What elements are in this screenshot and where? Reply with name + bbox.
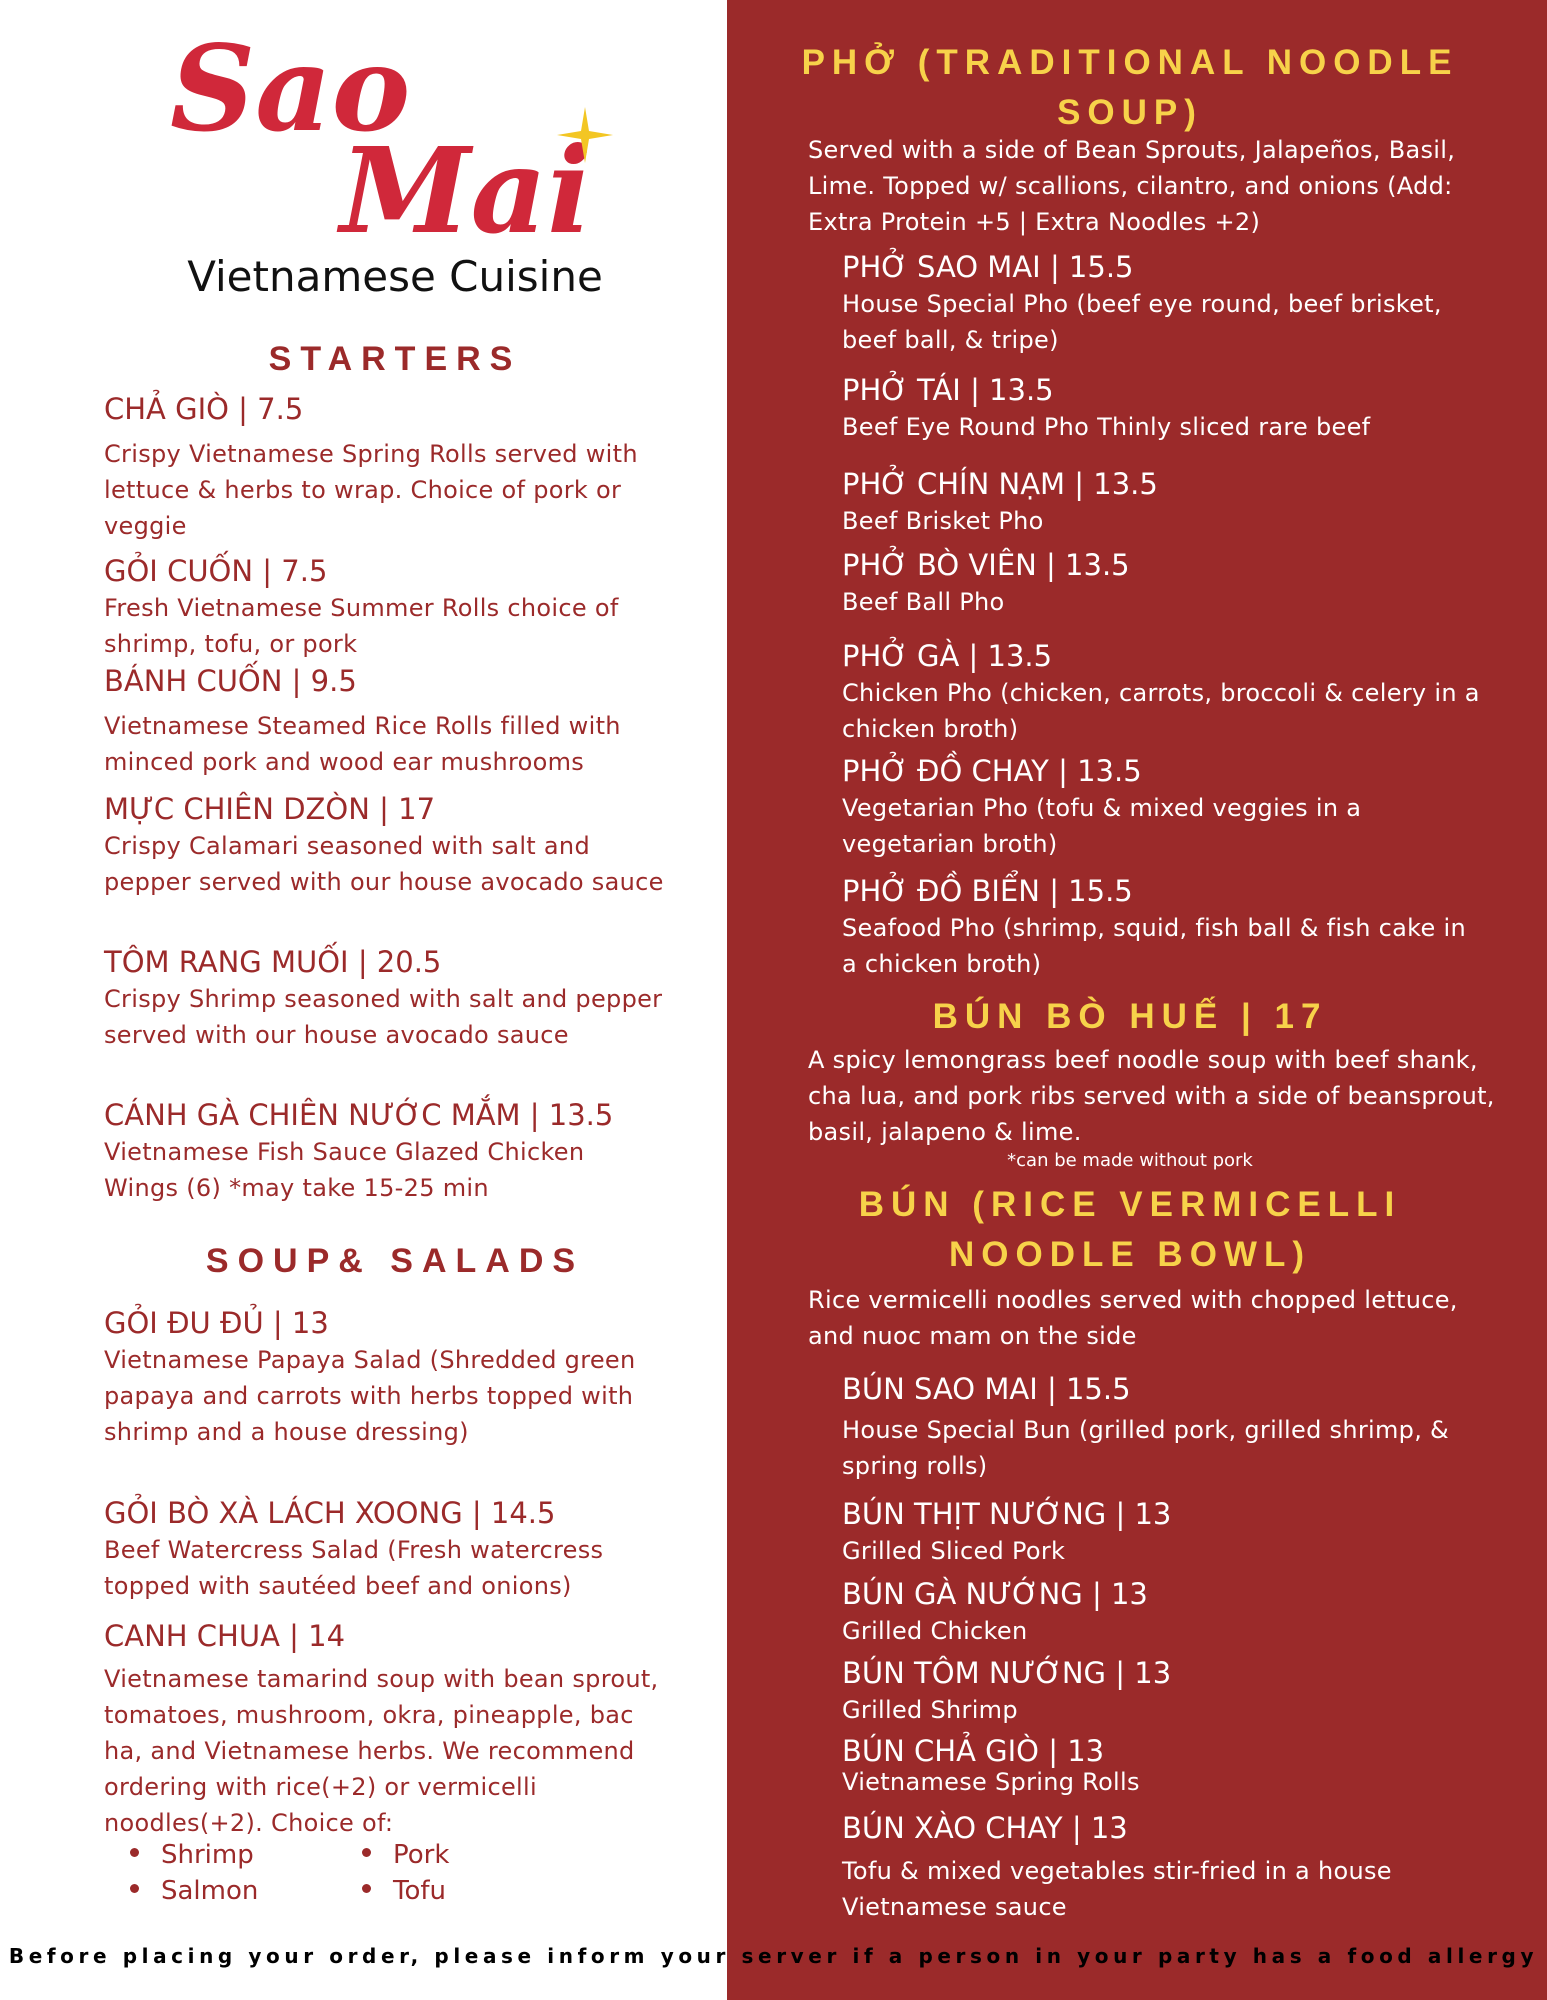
sao-mai-logo	[160, 10, 640, 250]
item-desc: House Special Pho (beef eye round, beef brisket, beef ball, & tripe)	[842, 290, 1442, 354]
soups-salads-heading: SOUP& SALADS	[205, 1242, 585, 1280]
menu-item	[842, 248, 1482, 358]
item-desc: Vietnamese tamarind soup with bean sprout, tomatoes, mushroom, okra, pineapple, bac ha, and Vietnamese herbs. We recommend ordering with rice(+2) or vermicelli noodles(+2). Choice of:	[104, 1665, 659, 1837]
menu-item	[842, 1495, 1482, 1569]
menu-item	[842, 1809, 1482, 1925]
item-desc: Vietnamese Spring Rolls	[842, 1768, 1140, 1796]
pho-intro: Served with a side of Bean Sprouts, Jalapeños, Basil, Lime. Topped w/ scallions, cilantro, and onions (Add: Extra Protein +5 | Extra Noodles +2)	[808, 136, 1456, 236]
bullet-icon	[362, 1884, 371, 1893]
bullet-icon	[362, 1848, 371, 1857]
menu-item	[104, 1494, 664, 1604]
menu-item	[104, 552, 664, 662]
item-title: PHỞ GÀ | 13.5	[842, 639, 1053, 673]
menu-item	[842, 637, 1482, 747]
bun-bo-hue-intro: A spicy lemongrass beef noodle soup with beef shank, cha lua, and pork ribs served with a side of beansprout, basil, jalapeno & lime.	[808, 1046, 1495, 1146]
item-desc: Crispy Calamari seasoned with salt and pepper served with our house avocado sauce	[104, 832, 664, 896]
item-desc: Grilled Chicken	[842, 1617, 1028, 1645]
menu-item	[104, 1617, 664, 1841]
pho-heading: PHỞ (TRADITIONAL NOODLE SOUP)	[801, 43, 1459, 132]
menu-item	[842, 872, 1482, 982]
choice-item	[362, 1876, 446, 1906]
menu-item	[842, 465, 1482, 539]
bun-bo-hue-note: *can be made without pork	[1007, 1150, 1253, 1171]
item-title: MỰC CHIÊN DZÒN | 17	[104, 792, 436, 826]
menu-item	[842, 1654, 1482, 1728]
menu-item	[842, 546, 1482, 620]
choice-label: Shrimp	[161, 1840, 254, 1870]
menu-item	[104, 390, 664, 544]
item-title: BÚN GÀ NƯỚNG | 13	[842, 1577, 1148, 1611]
item-desc: Fresh Vietnamese Summer Rolls choice of shrimp, tofu, or pork	[104, 594, 619, 658]
item-desc: Crispy Vietnamese Spring Rolls served with lettuce & herbs to wrap. Choice of pork or veggie	[104, 440, 638, 540]
menu-item	[842, 1732, 1482, 1800]
item-title: CÁNH GÀ CHIÊN NƯỚC MẮM | 13.5	[104, 1098, 614, 1132]
item-title: BÚN CHẢ GIÒ | 13	[842, 1734, 1105, 1768]
item-title: PHỞ ĐỒ CHAY | 13.5	[842, 754, 1142, 788]
item-title: PHỞ ĐỒ BIỂN | 15.5	[842, 874, 1133, 908]
menu-item	[104, 1096, 664, 1206]
item-title: GỎI CUỐN | 7.5	[104, 554, 328, 588]
item-desc: Beef Eye Round Pho Thinly sliced rare beef	[842, 413, 1371, 441]
choice-item	[362, 1840, 449, 1870]
item-desc: Beef Watercress Salad (Fresh watercress topped with sautéed beef and onions)	[104, 1536, 604, 1600]
item-desc: Beef Brisket Pho	[842, 507, 1044, 535]
choice-label: Tofu	[393, 1876, 447, 1906]
item-desc: Tofu & mixed vegetables stir-fried in a house Vietnamese sauce	[842, 1857, 1392, 1921]
bun-intro: Rice vermicelli noodles served with chopped lettuce, and nuoc mam on the side	[808, 1286, 1458, 1350]
item-title: TÔM RANG MUỐI | 20.5	[104, 945, 442, 979]
item-desc: Vegetarian Pho (tofu & mixed veggies in a vegetarian broth)	[842, 794, 1362, 858]
item-title: CANH CHUA | 14	[104, 1619, 346, 1653]
item-title: GỎI BÒ XÀ LÁCH XOONG | 14.5	[104, 1496, 556, 1530]
item-title: PHỞ CHÍN NẠM | 13.5	[842, 467, 1158, 501]
item-desc: Grilled Sliced Pork	[842, 1537, 1066, 1565]
item-title: PHỞ SAO MAI | 15.5	[842, 250, 1134, 284]
logo-word-sao: Sao	[170, 19, 411, 158]
item-title: BÚN SAO MAI | 15.5	[842, 1372, 1131, 1406]
bullet-icon	[130, 1848, 139, 1857]
menu-item	[842, 371, 1482, 445]
item-desc: Seafood Pho (shrimp, squid, fish ball & fish cake in a chicken broth)	[842, 914, 1466, 978]
item-desc: House Special Bun (grilled pork, grilled shrimp, & spring rolls)	[842, 1416, 1450, 1480]
menu-item	[842, 1575, 1482, 1649]
item-desc: Chicken Pho (chicken, carrots, broccoli & celery in a chicken broth)	[842, 679, 1480, 743]
bun-heading: BÚN (RICE VERMICELLI NOODLE BOWL)	[858, 1185, 1402, 1274]
item-desc: Crispy Shrimp seasoned with salt and pepper served with our house avocado sauce	[104, 985, 663, 1049]
choice-label: Salmon	[161, 1876, 259, 1906]
choice-label: Pork	[393, 1840, 450, 1870]
item-desc: Grilled Shrimp	[842, 1696, 1018, 1724]
item-title: PHỞ TÁI | 13.5	[842, 373, 1054, 407]
item-desc: Vietnamese Fish Sauce Glazed Chicken Wings (6) *may take 15-25 min	[104, 1138, 585, 1202]
restaurant-subtitle: Vietnamese Cuisine	[187, 252, 603, 301]
menu-item	[104, 790, 664, 900]
item-title: GỎI ĐU ĐỦ | 13	[104, 1306, 329, 1340]
menu-item	[104, 943, 664, 1053]
bun-bo-hue-heading: BÚN BÒ HUẾ | 17	[932, 997, 1328, 1036]
menu-item	[842, 752, 1482, 862]
item-title: BÚN THỊT NƯỚNG | 13	[842, 1497, 1172, 1531]
item-desc: Beef Ball Pho	[842, 588, 1005, 616]
choice-item	[130, 1840, 254, 1870]
item-title: BÚN XÀO CHAY | 13	[842, 1811, 1128, 1845]
menu-item	[104, 1304, 664, 1450]
starters-heading: STARTERS	[268, 340, 522, 378]
item-title: CHẢ GIÒ | 7.5	[104, 392, 304, 426]
choice-item	[130, 1876, 258, 1906]
allergy-notice: Before placing your order, please inform your server if a person in your party has a food allergy	[8, 1944, 1539, 1968]
menu-item	[842, 1370, 1482, 1484]
logo-word-mai: Mai	[340, 121, 592, 250]
bullet-icon	[130, 1884, 139, 1893]
item-title: PHỞ BÒ VIÊN | 13.5	[842, 548, 1130, 582]
item-desc: Vietnamese Papaya Salad (Shredded green papaya and carrots with herbs topped with shrimp and a house dressing)	[104, 1346, 636, 1446]
item-title: BÚN TÔM NƯỚNG | 13	[842, 1656, 1172, 1690]
logo-graphic	[160, 10, 640, 250]
item-desc: Vietnamese Steamed Rice Rolls filled with minced pork and wood ear mushrooms	[104, 712, 621, 776]
item-title: BÁNH CUỐN | 9.5	[104, 664, 357, 698]
menu-item	[104, 662, 664, 780]
